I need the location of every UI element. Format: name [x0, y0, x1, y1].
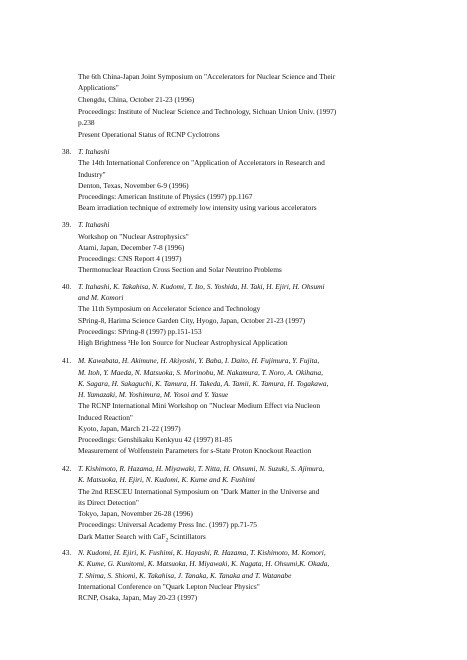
author-line: T. Itahashi	[78, 147, 110, 156]
author-line: T. Itahashi	[78, 220, 110, 229]
author-line: T. Kishimoto, R. Hazama, H. Miyawaki, T. Nitta, H. Ohsumi, N. Suzuki, S. Ajimura,	[78, 464, 325, 473]
conference-location: Tokyo, Japan, November 26-28 (1996)	[78, 509, 193, 518]
author-line: M. Kawabata, H. Akimune, H. Akiyoshi, Y. Baba, I. Daito, H. Fujimura, Y. Fujita,	[78, 356, 320, 365]
conference-title-line: Industry"	[78, 170, 106, 179]
conference-location: Atami, Japan, December 7-8 (1996)	[78, 243, 185, 252]
proceedings-line: Proceedings: CNS Report 4 (1997)	[78, 254, 182, 263]
conference-location: SPring-8, Harima Science Garden City, Hyogo, Japan, October 21-23 (1997)	[78, 316, 306, 325]
paper-title: High Brightness ³He Ion Source for Nuclear Astrophysical Application	[78, 338, 288, 347]
conference-location: Kyoto, Japan, March 21-22 (1997)	[78, 424, 181, 433]
author-line: K. Kume, G. Kunitomi, K. Matsuoka, H. Miyawaki, K. Nagata, H. Ohsumi,K. Okada,	[78, 559, 330, 568]
conference-title-line: The 11th Symposium on Accelerator Science and Technology	[78, 304, 261, 313]
author-line: H. Yamazaki, M. Yoshimura, M. Yosoi and Y. Yasue	[78, 390, 229, 399]
conference-title-line: The 2nd RESCEU International Symposium on "Dark Matter in the Universe and	[78, 487, 320, 496]
entry-number: 40.	[62, 282, 72, 291]
proceedings-pages: p.238	[78, 118, 95, 127]
author-line: K. Matsuoka, H. Ejiri, N. Kudomi, K. Kume and K. Fushimi	[78, 475, 255, 484]
paper-title: Thermonuclear Reaction Cross Section and Solar Neutrino Problems	[78, 265, 282, 274]
author-line: K. Sagara, H. Sakaguchi, K. Tamura, H. Takeda, A. Tamii, K. Tamura, H. Togakawa,	[78, 379, 329, 388]
entry-number: 42.	[62, 464, 72, 473]
paper-title	[78, 532, 206, 542]
conference-title-line: The 14th International Conference on "Application of Accelerators in Research and	[78, 158, 325, 167]
paper-title: Beam irradiation technique of extremely low intensity using various accelerators	[78, 203, 317, 212]
author-line: T. Shima, S. Shiomi, K. Takahisa, J. Tanaka, K. Tanaka and T. Watanabe	[78, 571, 292, 580]
author-line: M. Itoh, Y. Maeda, N. Matsuoka, S. Morinobu, M. Nakamura, T. Noro, A. Okihana,	[78, 368, 323, 377]
conference-title-line: The RCNP International Mini Workshop on "Nuclear Medium Effect via Nucleon	[78, 401, 321, 410]
paper-title: Present Operational Status of RCNP Cyclotrons	[78, 130, 220, 139]
entry-number: 41.	[62, 356, 72, 365]
entry-number: 39.	[62, 220, 72, 229]
conference-title-line: its Direct Detection"	[78, 498, 139, 507]
proceedings-line: Proceedings: American Institute of Physics (1997) pp.1167	[78, 192, 253, 201]
paper-title-text: Dark Matter Search with CaF	[78, 532, 166, 541]
conference-title-line: Induced Reaction"	[78, 413, 133, 422]
conference-title-line: The 6th China-Japan Joint Symposium on "Accelerators for Nuclear Science and Their	[78, 72, 336, 81]
proceedings-line: Proceedings: SPring-8 (1997) pp.151-153	[78, 327, 202, 336]
proceedings-line: Proceedings: Genshikaku Kenkyuu 42 (1997) 81-85	[78, 435, 233, 444]
entry-number: 43.	[62, 548, 72, 557]
conference-location: Chengdu, China, October 21-23 (1996)	[78, 95, 195, 104]
entry-number: 38.	[62, 147, 72, 156]
author-line: and M. Komori	[78, 293, 124, 302]
author-line: T. Itahashi, K. Takahisa, N. Kudomi, T. Ito, S. Yoshida, H. Taki, H. Ejiri, H. Ohsumi	[78, 282, 325, 291]
conference-title-line: Workshop on "Nuclear Astrophysics"	[78, 232, 189, 241]
proceedings-line: Proceedings: Institute of Nuclear Science and Technology, Sichuan Union Univ. (1997)	[78, 107, 337, 116]
conference-title-line: Applications"	[78, 83, 119, 92]
conference-location: RCNP, Osaka, Japan, May 20-23 (1997)	[78, 593, 198, 602]
subscript: 2	[165, 537, 169, 544]
author-line: N. Kudomi, H. Ejiri, K. Fushimi, K. Hayashi, R. Hazama, T. Kishimoto, M. Komori,	[78, 548, 326, 557]
conference-location: Denton, Texas, November 6-9 (1996)	[78, 181, 189, 190]
conference-title-line: International Conference on "Quark Lepton Nuclear Physics"	[78, 582, 260, 591]
paper-title: Measurement of Wolfenstein Parameters for s-State Proton Knockout Reaction	[78, 446, 312, 455]
proceedings-line: Proceedings: Universal Academy Press Inc. (1997) pp.71-75	[78, 520, 257, 529]
paper-title-text: Scintillators	[168, 532, 206, 541]
